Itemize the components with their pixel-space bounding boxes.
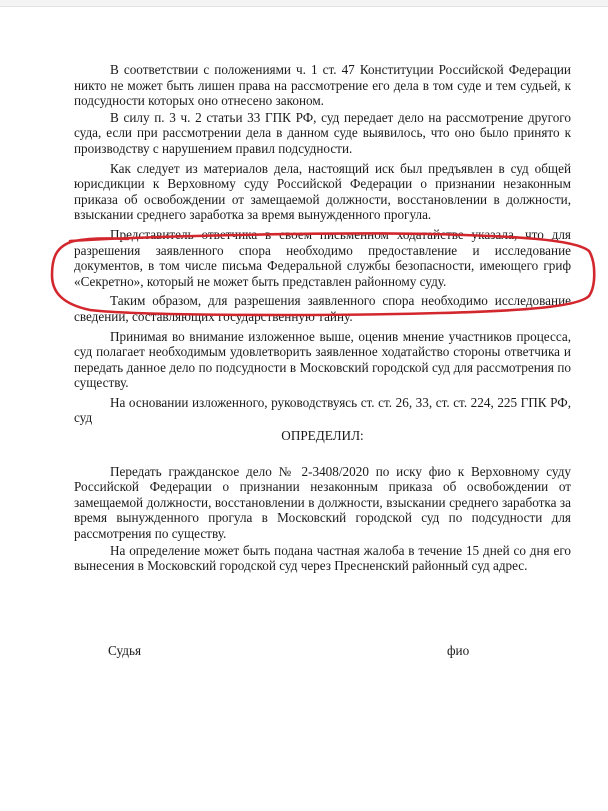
paragraph-defendant-motion: Представитель ответчика в своем письменном ходатайстве указала, что для разрешения заявленного спора необходимо предоставление и исследование документов, в том числе письма Федеральной службы безопасности, имеющего гриф «Секретно», который не может быть представлен районному суду. — [74, 226, 571, 289]
document-body — [74, 62, 571, 574]
ruling-heading: ОПРЕДЕЛИЛ: — [281, 428, 364, 444]
page-top-edge — [0, 0, 608, 7]
signature-role: Судья — [108, 643, 142, 658]
signature-name: фио — [447, 643, 470, 658]
paragraph-case-materials: Как следует из материалов дела, настоящий иск был предъявлен в суд общей юрисдикции к Верховному суду Российской Федерации о признании незаконным приказа об освобождении от замещаемой должности, восстановлении в должности, взыскании среднего заработка за время вынужденного прогула. — [74, 160, 571, 223]
paragraph-state-secret: Таким образом, для разрешения заявленного спора необходимо исследование сведений, составляющих государственную тайну. — [74, 293, 571, 324]
resolution-transfer: Передать гражданское дело № 2-3408/2020 по иску фио к Верховному суду Российской Федерации о признании незаконным приказа об освобождении от замещаемой должности, восстановлении в должности, взыскании среднего заработка за время вынужденного прогула в Московский городской суд по подсудности для рассмотрения по существу. — [74, 463, 571, 542]
resolution-appeal: На определение может быть подана частная жалоба в течение 15 дней со дня его вынесения в Московский городской суд через Пресненский районный суд адрес. — [74, 542, 571, 574]
paragraph-constitution: В соответствии с положениями ч. 1 ст. 47 Конституции Российской Федерации никто не может быть лишен права на рассмотрение его дела в том суде и тем судьей, к подсудности которых оно отнесено законом. — [74, 62, 571, 109]
paragraph-court-decision-basis: Принимая во внимание изложенное выше, оценив мнение участников процесса, суд полагает необходимым удовлетворить заявленное ходатайство стороны ответчика и передать данное дело по подсудности в Московский городской суд для рассмотрения по существу. — [74, 328, 571, 391]
paragraph-gpk-article-33: В силу п. 3 ч. 2 статьи 33 ГПК РФ, суд передает дело на рассмотрение другого суда, если при рассмотрении дела в данном суде выявилось, что оно было принято к производству с нарушением правил подсудности. — [74, 109, 571, 156]
paragraph-legal-basis: На основании изложенного, руководствуясь ст. ст. 26, 33, ст. ст. 224, 225 ГПК РФ, суд — [74, 394, 571, 426]
